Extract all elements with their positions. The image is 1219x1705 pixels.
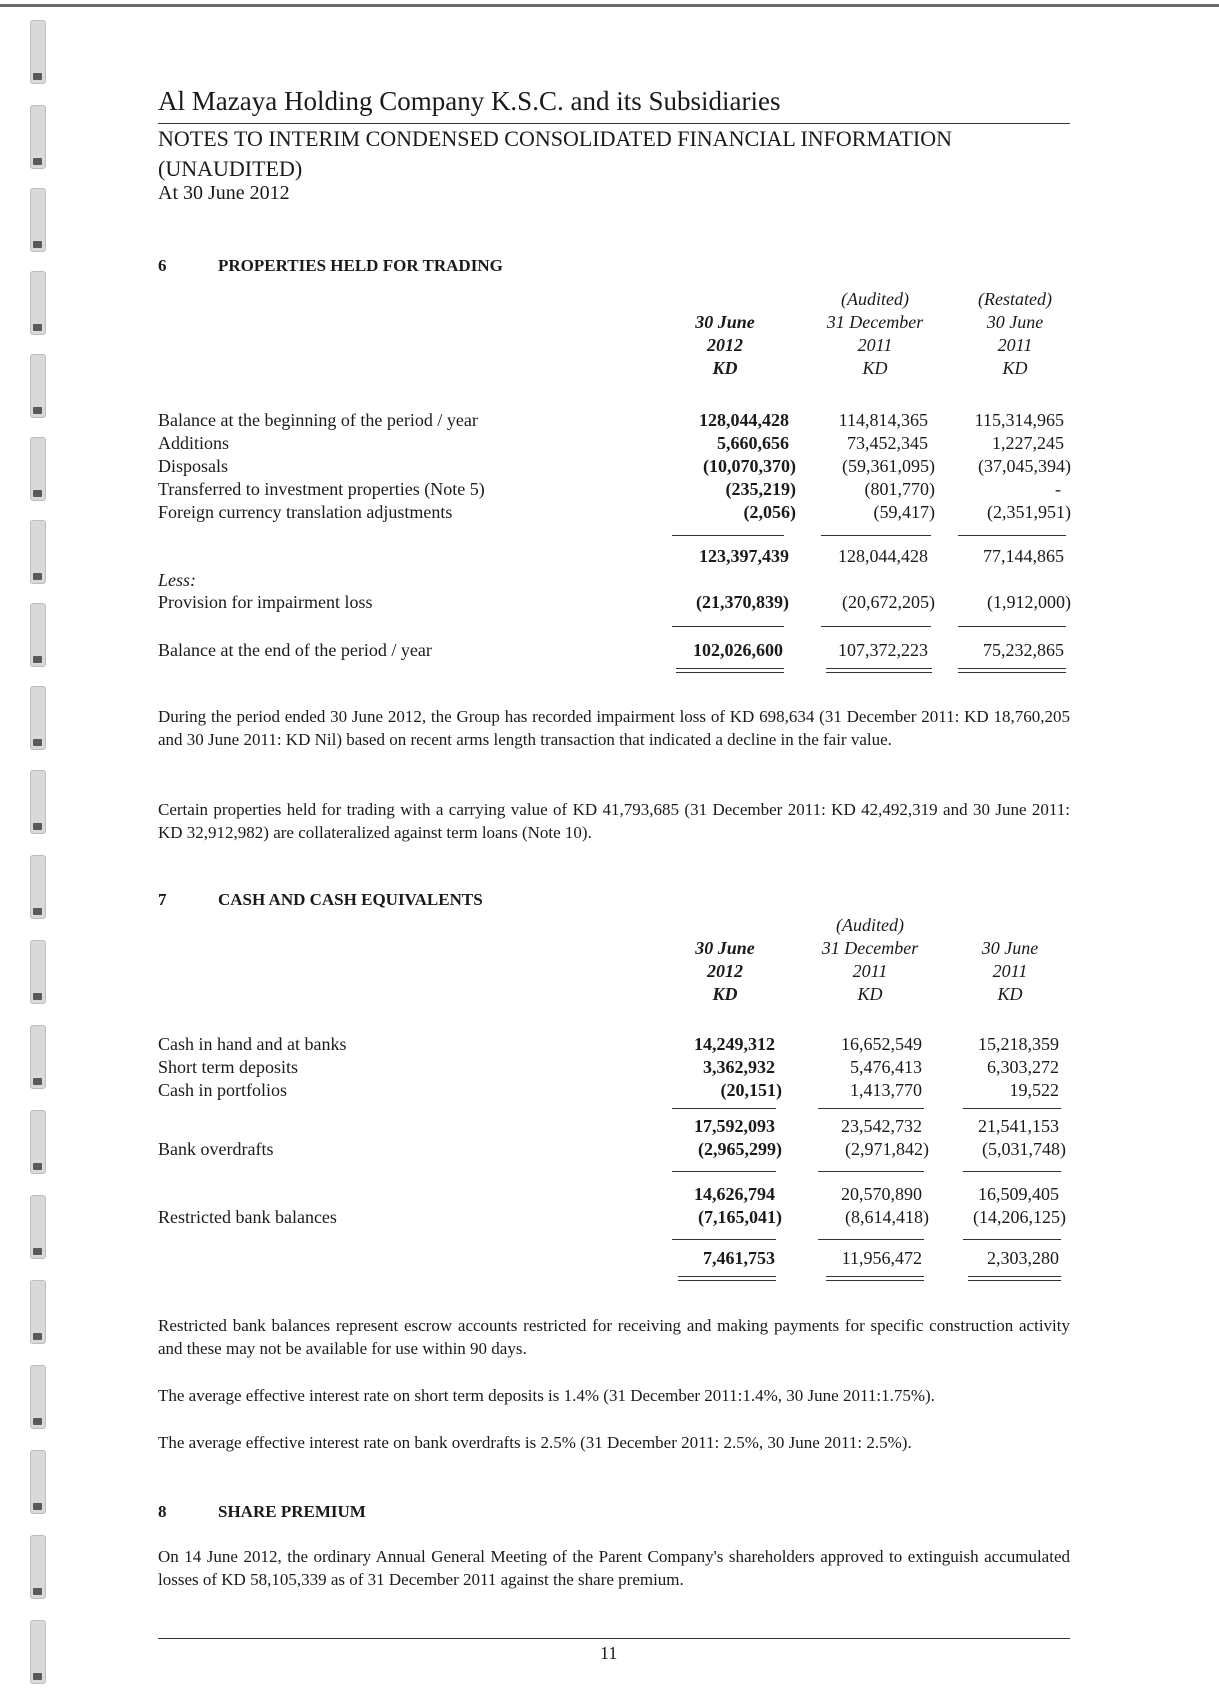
s8-paragraph-1: On 14 June 2012, the ordinary Annual General Meeting of the Parent Company's shareholders approved to extinguish accumulated losses of KD 58,105,339 as of 31 December 2011 against the share premium. [158, 1547, 1070, 1589]
section-number: 7 [158, 890, 167, 909]
section-title: CASH AND CASH EQUIVALENTS [218, 890, 483, 909]
section-number: 8 [158, 1502, 167, 1521]
s6-less-label: Less: [158, 570, 197, 590]
s6-row-label: Balance at the beginning of the period / year [158, 410, 478, 430]
s7-paragraph-3: The average effective interest rate on bank overdrafts is 2.5% (31 December 2011: 2.5%, 30 June 2011: 2.5%). [158, 1433, 912, 1452]
col-unit: KD [712, 358, 738, 378]
document-title [158, 124, 1070, 184]
s6-total-value: 107,372,223 [838, 640, 928, 660]
s7-col3-header [955, 937, 1065, 1006]
s6-subtotal-value: 77,144,865 [983, 546, 1064, 566]
col-line2: 2012 [707, 961, 743, 981]
s7-col1-header [660, 937, 790, 1006]
s7-overdrafts-value: (2,965,299) [698, 1139, 782, 1159]
section-7-heading [158, 890, 483, 910]
s7-restricted-value: (8,614,418) [845, 1207, 929, 1227]
s7-row-value: 1,413,770 [850, 1080, 922, 1100]
s7-restricted-value: (7,165,041) [698, 1207, 782, 1227]
s6-provision-value: (20,672,205) [842, 592, 935, 612]
col-line1: 30 June [986, 312, 1044, 332]
s7-subtotal1-value: 17,592,093 [694, 1116, 775, 1136]
s7-subtotal2-value: 16,509,405 [978, 1184, 1059, 1204]
s7-total-value: 7,461,753 [703, 1248, 775, 1268]
s7-subtotal2-value: 14,626,794 [694, 1184, 775, 1204]
col-unit: KD [862, 358, 888, 378]
col-line2: 2011 [857, 335, 893, 355]
document-title-line2: (UNAUDITED) [158, 156, 303, 181]
s7-row-value: 6,303,272 [987, 1057, 1059, 1077]
s7-paragraph-2: The average effective interest rate on short term deposits is 1.4% (31 December 2011:1.4%, 30 June 2011:1.75%). [158, 1386, 935, 1405]
s6-row-label: Transferred to investment properties (Note 5) [158, 479, 485, 499]
col-note: (Audited) [841, 289, 909, 309]
page-number: 11 [600, 1643, 618, 1663]
section-title: PROPERTIES HELD FOR TRADING [218, 256, 503, 275]
s7-row-value: 3,362,932 [703, 1057, 775, 1077]
col-line2: 2011 [992, 961, 1028, 981]
s7-double-rule [678, 1276, 776, 1281]
s7-row-value: 19,522 [1009, 1080, 1059, 1100]
s6-col1-header [660, 311, 790, 380]
document-date: At 30 June 2012 [158, 182, 290, 204]
s6-provision-label: Provision for impairment loss [158, 592, 373, 612]
s7-rule [818, 1108, 924, 1109]
s6-total-value: 102,026,600 [693, 640, 783, 660]
col-line2: 2011 [997, 335, 1033, 355]
s6-provision-value: (1,912,000) [987, 592, 1071, 612]
s7-row-label: Cash in hand and at banks [158, 1034, 347, 1054]
s7-overdrafts-value: (5,031,748) [982, 1139, 1066, 1159]
section-title: SHARE PREMIUM [218, 1502, 366, 1521]
col-note: (Audited) [836, 915, 904, 935]
s6-row-label: Disposals [158, 456, 229, 476]
company-name: Al Mazaya Holding Company K.S.C. and its Subsidiaries [158, 86, 781, 116]
s7-rule [672, 1239, 776, 1240]
s6-row-value: 73,452,345 [847, 433, 928, 453]
s6-row-label: Additions [158, 433, 230, 453]
s6-paragraph-2: Certain properties held for trading with a carrying value of KD 41,793,685 (31 December 2011: KD 42,492,319 and 30 June 2011: KD 32,912,982) are collateralized against term loans (Note 10). [158, 800, 1070, 842]
col-unit: KD [997, 984, 1023, 1004]
s6-rule [672, 626, 784, 627]
s7-total-value: 11,956,472 [841, 1248, 922, 1268]
s6-total-label: Balance at the end of the period / year [158, 640, 432, 660]
s7-row-value: 15,218,359 [978, 1034, 1059, 1054]
section-number: 6 [158, 256, 167, 275]
s6-row-value: (235,219) [725, 479, 796, 499]
s6-rule [821, 626, 931, 627]
s7-subtotal1-value: 23,542,732 [841, 1116, 922, 1136]
col-unit: KD [712, 984, 738, 1004]
s7-subtotal2-value: 20,570,890 [841, 1184, 922, 1204]
col-line2: 2012 [707, 335, 743, 355]
s7-overdrafts-label: Bank overdrafts [158, 1139, 274, 1159]
col-note: (Restated) [978, 289, 1052, 309]
s7-restricted-value: (14,206,125) [973, 1207, 1066, 1227]
col-line2: 2011 [852, 961, 888, 981]
col-unit: KD [857, 984, 883, 1004]
s7-col2-header [795, 914, 945, 1006]
s7-rule [963, 1171, 1061, 1172]
s7-rule [963, 1108, 1061, 1109]
s6-row-value: (10,070,370) [703, 456, 796, 476]
col-line1: 31 December [826, 312, 924, 332]
document-title-line1: NOTES TO INTERIM CONDENSED CONSOLIDATED FINANCIAL INFORMATION [158, 126, 953, 151]
s7-rule [672, 1171, 776, 1172]
s7-row-value: (20,151) [720, 1080, 782, 1100]
s6-rule [958, 626, 1066, 627]
s6-paragraph-1: During the period ended 30 June 2012, the Group has recorded impairment loss of KD 698,634 (31 December 2011: KD 18,760,205 and 30 June 2011: KD Nil) based on recent arms length transaction that indicated a decline in the fair value. [158, 707, 1070, 749]
s6-row-value: 128,044,428 [699, 410, 789, 430]
s6-row-value: - [1055, 479, 1061, 499]
s6-row-value: (59,361,095) [842, 456, 935, 476]
s6-subtotal-value: 128,044,428 [838, 546, 928, 566]
col-line1: 31 December [821, 938, 919, 958]
s6-row-value: 114,814,365 [838, 410, 928, 430]
s7-row-label: Short term deposits [158, 1057, 298, 1077]
col-line1: 30 June [981, 938, 1039, 958]
scan-top-edge [0, 4, 1219, 7]
s6-col2-header [800, 288, 950, 380]
s7-rule [963, 1239, 1061, 1240]
s7-total-value: 2,303,280 [987, 1248, 1059, 1268]
footer-rule [158, 1638, 1070, 1639]
s7-rule [818, 1171, 924, 1172]
s7-restricted-label: Restricted bank balances [158, 1207, 337, 1227]
s7-row-value: 16,652,549 [841, 1034, 922, 1054]
s7-double-rule [968, 1276, 1061, 1281]
s7-double-rule [826, 1276, 924, 1281]
s6-rule [672, 535, 784, 536]
s7-paragraph-1: Restricted bank balances represent escrow accounts restricted for receiving and making payments for specific construction activity and these may not be available for use within 90 days. [158, 1316, 1070, 1358]
section-8-heading [158, 1502, 366, 1522]
s6-col3-header [955, 288, 1075, 380]
binding-rings [30, 20, 46, 1705]
s7-row-label: Cash in portfolios [158, 1080, 287, 1100]
s6-double-rule [958, 668, 1066, 673]
s6-row-value: (2,351,951) [987, 502, 1071, 522]
s6-row-value: (37,045,394) [978, 456, 1071, 476]
s6-row-value: (59,417) [873, 502, 935, 522]
s6-rule [958, 535, 1066, 536]
s6-provision-value: (21,370,839) [696, 592, 789, 612]
s6-double-rule [676, 668, 784, 673]
section-6-heading [158, 256, 503, 276]
s6-row-value: (801,770) [864, 479, 935, 499]
s6-subtotal-value: 123,397,439 [699, 546, 789, 566]
s6-row-value: 1,227,245 [992, 433, 1064, 453]
s6-double-rule [826, 668, 932, 673]
s7-overdrafts-value: (2,971,842) [845, 1139, 929, 1159]
s7-subtotal1-value: 21,541,153 [978, 1116, 1059, 1136]
s7-row-value: 5,476,413 [850, 1057, 922, 1077]
col-line1: 30 June [695, 938, 755, 958]
s7-row-value: 14,249,312 [694, 1034, 775, 1054]
s6-row-label: Foreign currency translation adjustments [158, 502, 453, 522]
s6-row-value: 5,660,656 [717, 433, 789, 453]
s6-row-value: (2,056) [743, 502, 796, 522]
s6-total-value: 75,232,865 [983, 640, 1064, 660]
s7-rule [818, 1239, 924, 1240]
col-line1: 30 June [695, 312, 755, 332]
s7-rule [672, 1108, 776, 1109]
col-unit: KD [1002, 358, 1028, 378]
s6-rule [821, 535, 931, 536]
s6-row-value: 115,314,965 [974, 410, 1064, 430]
